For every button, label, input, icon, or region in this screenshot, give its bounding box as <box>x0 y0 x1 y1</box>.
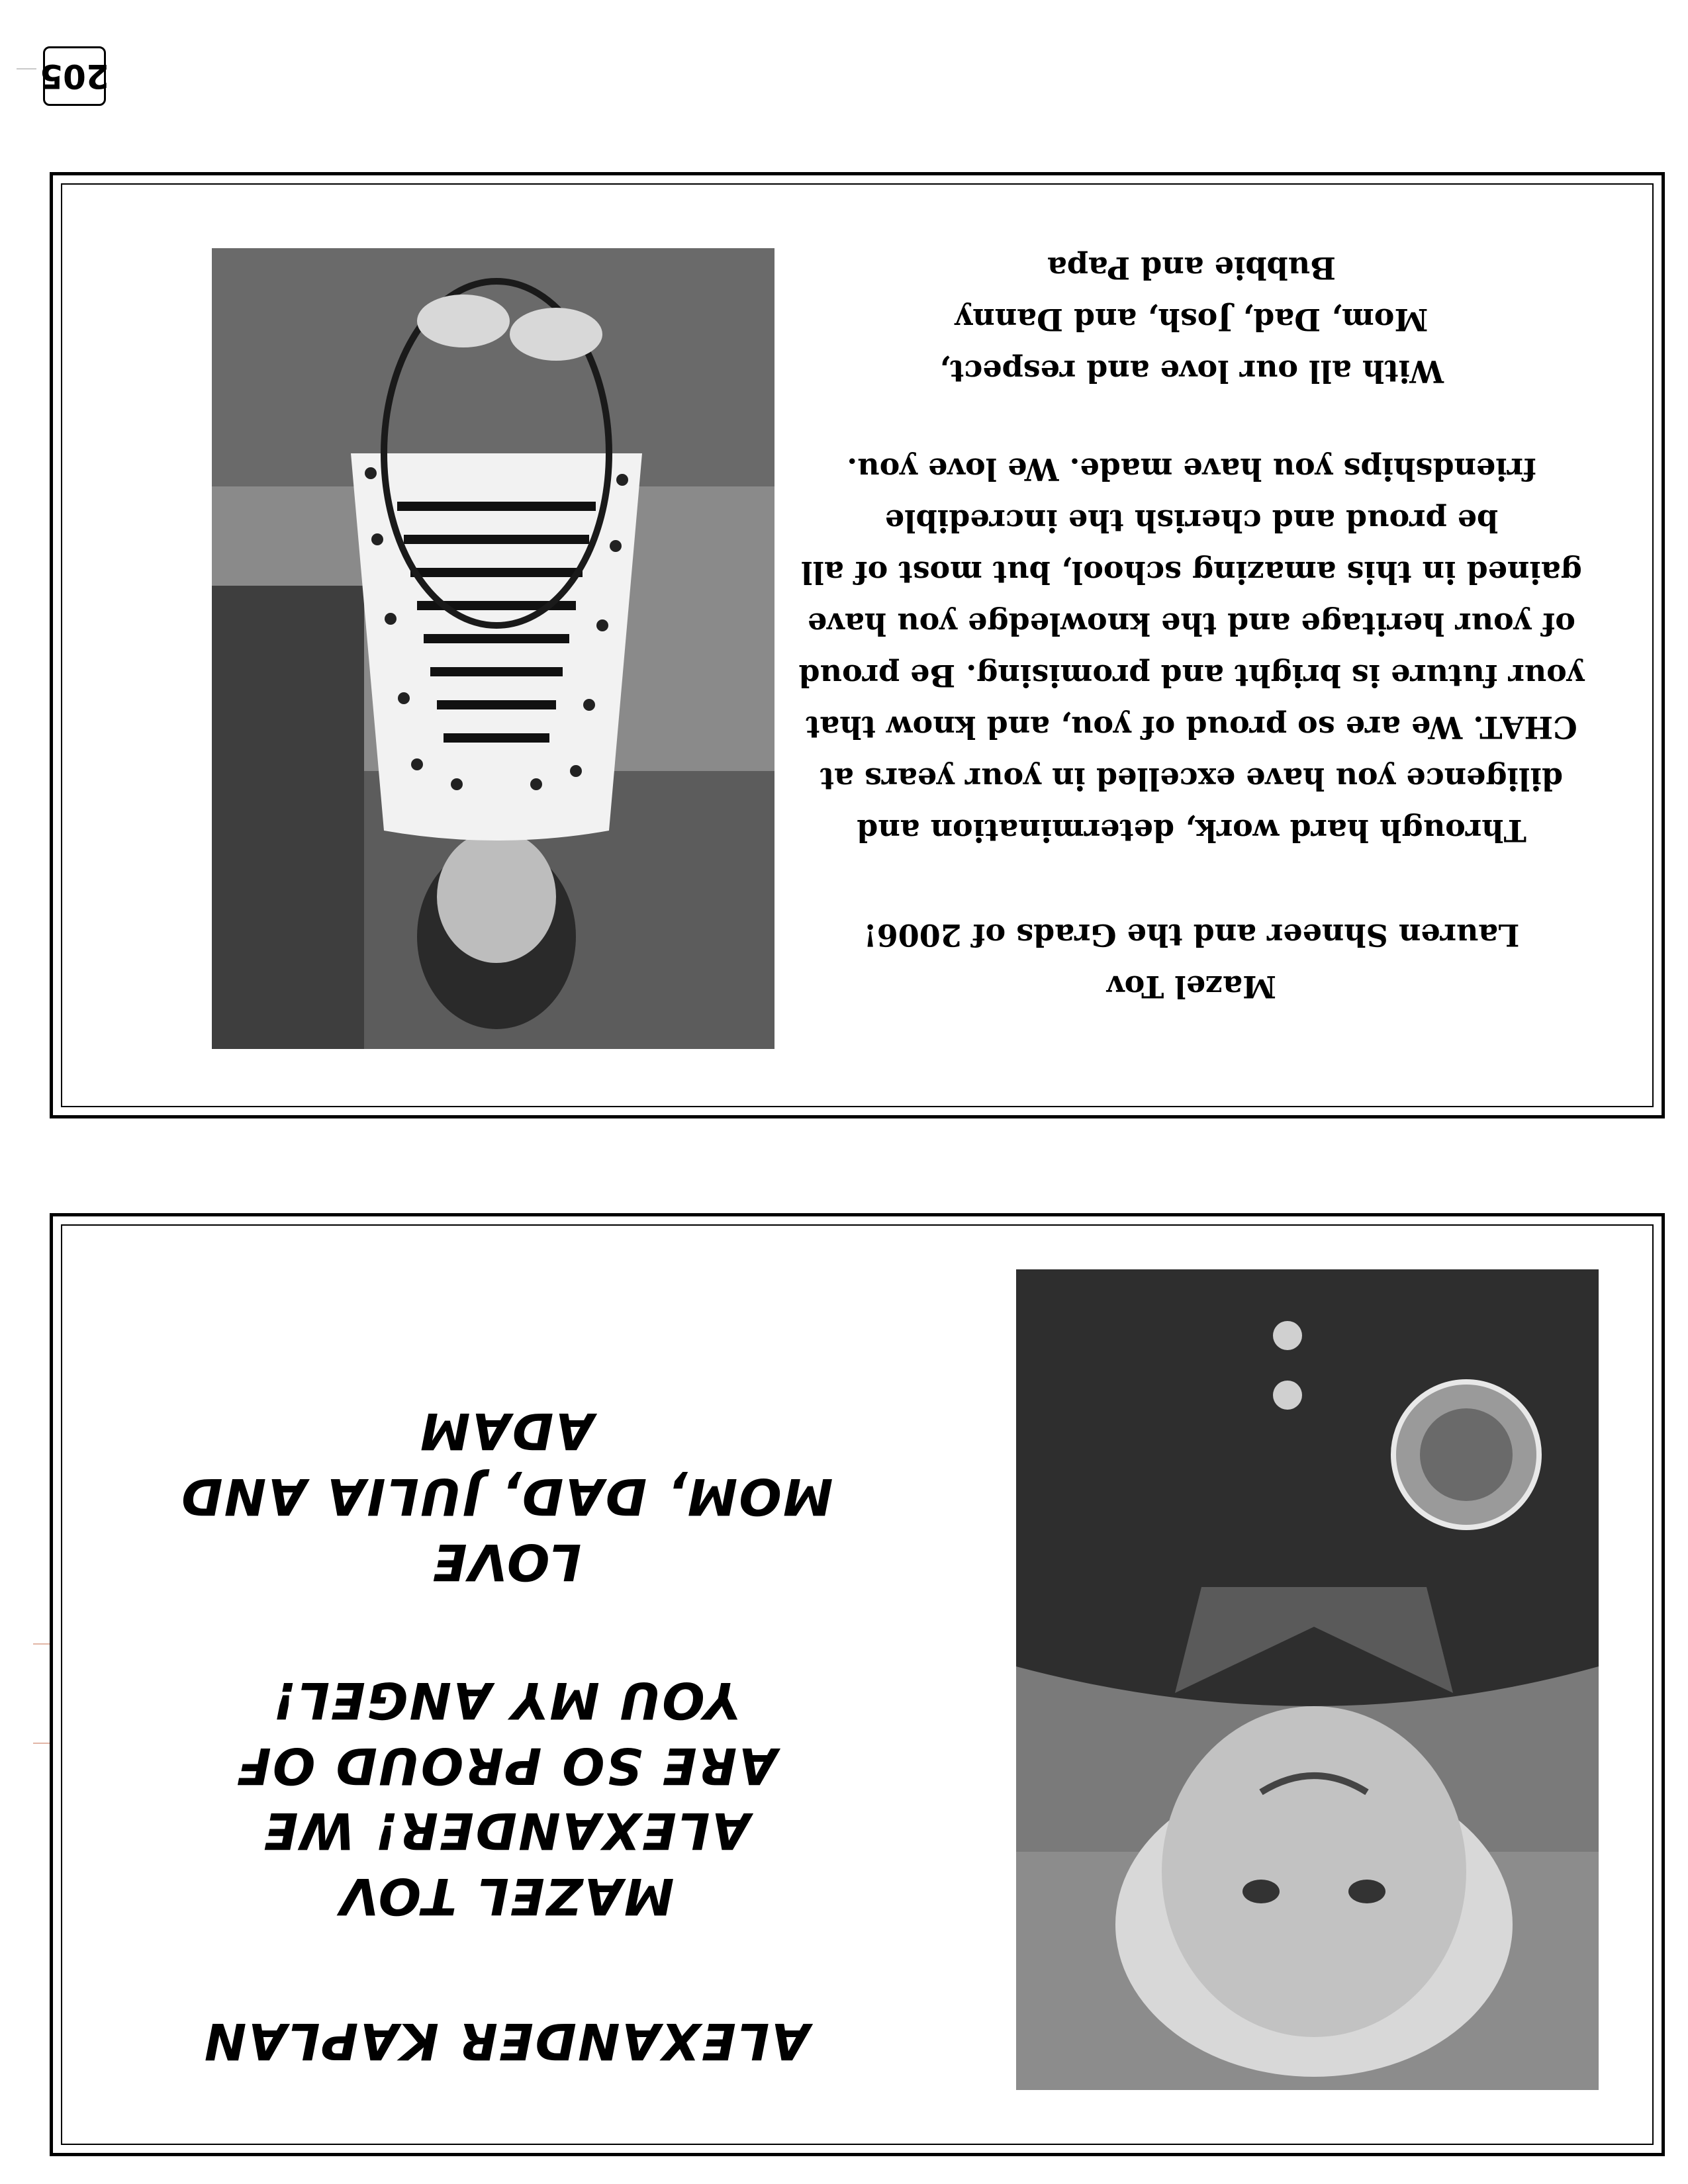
kaplan-photo <box>1016 1269 1599 2090</box>
shneer-signers-grandparents: Bubbie and Papa <box>1047 250 1336 286</box>
shneer-ad <box>50 172 1665 1118</box>
shneer-title: Mazel Tov <box>1107 969 1276 1005</box>
shneer-body: Through hard work, determination and diligence you have excelled in your years at CHAT. We are so proud of you, and know that your future is bright and promising. Be proud of your heritage and the knowledge you have gained in this amazing school, but most of all be proud and cherish the incredible friendships you have made. We love you. <box>798 451 1585 848</box>
shneer-closing: With all our love and respect, <box>939 353 1444 389</box>
kaplan-message: MAZEL TOV ALEXANDER! WE ARE SO PROUD OF YOU MY ANGEL! <box>235 1670 778 1927</box>
shneer-subtitle: Lauren Shneer and the Grads of 2006! <box>863 917 1520 953</box>
page-number: 205 <box>43 46 106 106</box>
shneer-photo <box>212 248 774 1049</box>
kaplan-ad <box>50 1213 1665 2156</box>
kaplan-love: LOVE <box>431 1533 582 1592</box>
kaplan-ad-text <box>93 1398 920 2073</box>
scan-mark <box>17 68 36 69</box>
kaplan-signers: MOM, DAD, JULIA AND ADAM <box>179 1402 833 1527</box>
kaplan-heading: ALEXANDER KAPLAN <box>203 2012 810 2071</box>
kaplan-signoff <box>175 1398 837 1594</box>
shneer-signers-family: Mom, Dad, Josh, and Danny <box>955 302 1429 338</box>
shneer-ad-text <box>784 242 1599 1013</box>
